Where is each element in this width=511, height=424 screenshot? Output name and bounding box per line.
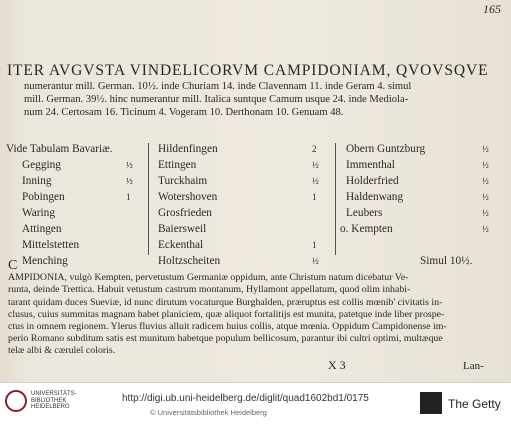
- getty-logo-icon[interactable]: [420, 392, 442, 414]
- subtitle-paragraph: [24, 80, 502, 119]
- prose-line: telæ albi & cæruleî coloris.: [8, 345, 116, 357]
- list-item: Wotershoven 1: [158, 191, 317, 203]
- library-logo[interactable]: UNIVERSITÄTS- BIBLIOTHEK HEIDELBERG: [5, 390, 77, 412]
- list-item: o. Kempten ½: [340, 223, 489, 235]
- prose-line: clusus, cuius summitas magnam habet planiciem, quæ aliquot fortalitijs est munita, patetque inde liber prospe-: [8, 308, 445, 320]
- column-divider: [335, 143, 336, 255]
- list-item: Inning ½: [22, 175, 133, 187]
- list-item: Gegging ½: [22, 159, 133, 171]
- list-item: Leubers ½: [346, 207, 489, 219]
- list-item: Eckenthal 1: [158, 239, 317, 251]
- prose-line: ctus in omnem regionem. Ylerus fluvius alluit radicem huius collis, atque mœnia. Oppidum Campidonense im-: [8, 321, 447, 333]
- list-item: Hildenfingen 2: [158, 143, 317, 155]
- university-seal-icon: [5, 390, 27, 412]
- list-item: Grosfrieden: [158, 207, 212, 219]
- prose-line: runta, deinde Trettica. Habuit vetustum castrum montanum, Hyllamont appellatum, quod olim inhabi-: [8, 284, 411, 296]
- prose-line: tarant quidam duces Sueviæ, id nunc dirutum vocaturque Burghalden, præruptus est collis mœnib' civitatis in-: [8, 296, 443, 308]
- catchword: Lan-: [463, 360, 484, 372]
- permalink[interactable]: http://digi.ub.uni-heidelberg.de/diglit/quad1602bd1/0175: [122, 393, 369, 404]
- partner-name[interactable]: The Getty: [448, 397, 501, 411]
- list-item: Attingen: [22, 223, 62, 235]
- subtitle-line: num 24. Certosam 16. Ticinum 4. Vogeram 10. Derthonam 10. Genuam 48.: [24, 107, 344, 118]
- viewer-footer: [0, 382, 511, 424]
- list-item: Immenthal ½: [346, 159, 489, 171]
- page-number: 165: [483, 2, 501, 16]
- itinerary-column-3: [340, 141, 490, 269]
- list-item: Turckhaim ½: [158, 175, 319, 187]
- itinerary-column-2: [158, 141, 330, 269]
- list-item: Vide Tabulam Bavariæ.: [6, 143, 113, 155]
- list-item: Holtzscheiten ½: [158, 255, 319, 267]
- list-item: Baiersweil: [158, 223, 207, 235]
- list-item: Waring: [22, 207, 55, 219]
- list-item: Haldenwang ½: [346, 191, 489, 203]
- prose-line: C AMPIDONIA, vulgò Kempten, pervetustum Germaniæ oppidum, ante Christum natum dicebatur Ve-: [8, 260, 495, 284]
- page-title: ITER AVGVSTA VINDELICORVM CAMPIDONIAM, QVOVSQVE: [7, 62, 489, 79]
- description-paragraph: [8, 260, 495, 358]
- copyright-notice: © Universitätsbibliothek Heidelberg: [150, 408, 267, 417]
- list-item: Mittelstetten: [22, 239, 80, 251]
- prose-line: perio Romano subditum satis est munitum habetque populum bellicosum, parantur ibi cultri optimi, multæque: [8, 333, 443, 345]
- list-item: Holderfried ½: [346, 175, 489, 187]
- subtitle-line: numerantur mill. German. 10½. inde Churiam 14. inde Clavennam 11. inde Geram 4. simul: [24, 81, 412, 92]
- drop-cap: C: [8, 258, 18, 273]
- list-item: Obern Guntzburg ½: [346, 143, 489, 155]
- subtitle-line: mill. German. 39½. hinc numerantur mill. Italica suntque Camum usque 24. inde Mediola-: [24, 94, 409, 105]
- list-item: Menching: [22, 255, 68, 267]
- list-item: Pobingen 1: [22, 191, 131, 203]
- list-item: Ettingen ½: [158, 159, 319, 171]
- list-item: [340, 237, 490, 253]
- signature-mark: X 3: [328, 358, 346, 372]
- total-line: Simul 10½.: [420, 255, 473, 267]
- itinerary-column-1: [6, 141, 142, 269]
